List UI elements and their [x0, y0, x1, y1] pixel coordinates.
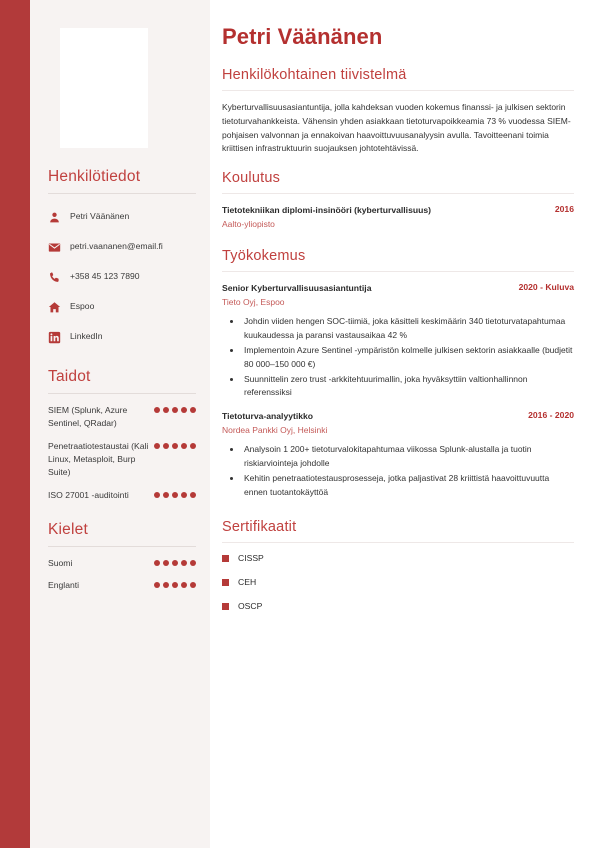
rating-dot [163, 492, 169, 498]
experience-entry-bullets [222, 315, 574, 400]
linkedin-icon [48, 331, 70, 344]
education-entry-header [222, 204, 574, 216]
skill-item [48, 440, 196, 480]
contact-name-text: Petri Väänänen [70, 211, 130, 222]
rating-dot [181, 407, 187, 413]
rating-dot [172, 443, 178, 449]
certification-label: CEH [238, 577, 257, 588]
rating-dot [190, 407, 196, 413]
rating-dot [190, 582, 196, 588]
education-list [222, 204, 574, 230]
personal-details-heading: Henkilötiedot [48, 168, 141, 185]
contact-phone-text: +358 45 123 7890 [70, 271, 140, 282]
section-certifications [222, 519, 574, 611]
rating-dot [163, 407, 169, 413]
skill-item-rating [154, 404, 196, 413]
rating-dot [172, 492, 178, 498]
profile-photo-wrap [40, 0, 196, 148]
skill-item-rating [154, 489, 196, 498]
summary-rule [222, 90, 574, 91]
language-item-rating [154, 557, 196, 566]
education-heading: Koulutus [222, 170, 281, 187]
rating-dot [181, 560, 187, 566]
experience-entry-title: Senior Kyberturvallisuusasiantuntija [222, 283, 372, 294]
skills-list [40, 404, 196, 502]
experience-entry-date: 2020 - Kuluva [518, 282, 574, 293]
language-item-label: Englanti [48, 580, 80, 591]
language-item-rating [154, 579, 196, 588]
rating-dot [190, 443, 196, 449]
education-entry-date: 2016 [554, 204, 574, 215]
summary-heading: Henkilökohtainen tiivistelmä [222, 67, 407, 83]
experience-entry-header [222, 282, 574, 294]
section-experience [222, 248, 574, 499]
experience-entry-title: Tietoturva-analyytikko [222, 411, 314, 422]
certification-label: CISSP [238, 553, 264, 564]
person-icon [48, 211, 70, 224]
square-bullet-icon [222, 579, 229, 586]
rating-dot [154, 492, 160, 498]
certification-item [222, 577, 574, 587]
skill-item-label: SIEM (Splunk, Azure Sentinel, QRadar) [48, 405, 128, 429]
bullet-item: • Analysoin 1 200+ tietoturvalokitapahtumaa viikossa Splunk-alustalla ja tuotin riskiarviointeja johdolle [242, 443, 574, 471]
contact-row-name [48, 204, 196, 230]
skills-rule [48, 393, 196, 394]
contact-email-text: petri.vaananen@email.fi [70, 241, 163, 252]
skill-item-rating [154, 440, 196, 449]
language-item [48, 557, 196, 570]
rating-dot [154, 407, 160, 413]
experience-entry-date: 2016 - 2020 [528, 410, 574, 421]
rating-dot [154, 560, 160, 566]
experience-entry-subtitle: Nordea Pankki Oyj, Helsinki [222, 424, 328, 435]
rating-dot [163, 560, 169, 566]
personal-details-rule [48, 193, 196, 194]
rating-dot [181, 443, 187, 449]
phone-icon [48, 271, 70, 284]
skill-item [48, 489, 196, 502]
section-languages [40, 521, 196, 593]
contact-row-linkedin[interactable] [48, 324, 196, 350]
rating-dot [154, 582, 160, 588]
contact-row-phone[interactable] [48, 264, 196, 290]
skill-item [48, 404, 196, 431]
rating-dot [163, 443, 169, 449]
envelope-icon [48, 241, 70, 254]
experience-rule [222, 271, 574, 272]
section-summary [222, 67, 574, 156]
rating-dot [181, 582, 187, 588]
experience-entry-subtitle: Tieto Oyj, Espoo [222, 296, 285, 307]
education-entry-subtitle: Aalto-yliopisto [222, 218, 275, 229]
certification-item [222, 601, 574, 611]
certification-label: OSCP [238, 601, 263, 612]
language-item-label: Suomi [48, 557, 73, 568]
main-content [210, 0, 600, 848]
square-bullet-icon [222, 555, 229, 562]
contact-location-text: Espoo [70, 301, 95, 312]
section-skills [40, 368, 196, 502]
experience-heading: Työkokemus [222, 248, 306, 265]
section-education [222, 170, 574, 230]
experience-entry [222, 410, 574, 499]
rating-dot [172, 407, 178, 413]
profile-photo-placeholder [60, 28, 148, 148]
experience-entry [222, 282, 574, 400]
sidebar [30, 0, 210, 848]
bullet-item: • Implementoin Azure Sentinel -ympäristön kolmelle julkisen sektorin asiakkaalle (budjetit 80 000–150 000 €) [242, 344, 574, 372]
languages-rule [48, 546, 196, 547]
bullet-item: • Suunnittelin zero trust -arkkitehtuurimallin, joka hyväksyttiin valtionhallinnon referenssiksi [242, 373, 574, 401]
contact-row-location [48, 294, 196, 320]
education-rule [222, 193, 574, 194]
rating-dot [163, 582, 169, 588]
certification-item [222, 553, 574, 563]
bullet-item: • Kehitin penetraatiotestausprosesseja, jotka paljastivat 28 kriittistä haavoittuvuutta ennen tuotantokäyttöä [242, 472, 574, 500]
experience-list [222, 282, 574, 499]
rating-dot [181, 492, 187, 498]
page-title: Petri Väänänen [222, 24, 383, 49]
rating-dot [190, 492, 196, 498]
skills-heading: Taidot [48, 368, 91, 385]
summary-text: Kyberturvallisuusasiantuntija, jolla kahdeksan vuoden kokemus finanssi- ja julkisen sektorin tietoturvahankkeista. Vähensin yhden asiakkaan tietoturvapoikkeamia 73 % vuodessa SIEM-pohjaisen valvonnan ja ennakoivan haavoittuvuusanalyysin avulla. Tavoitteenani toimia kriittisen infrastruktuurin suojauksen johtotehtävissä. [222, 102, 571, 154]
certifications-list [222, 553, 574, 611]
skill-item-label: ISO 27001 -auditointi [48, 489, 129, 500]
experience-entry-bullets [222, 443, 574, 499]
language-item [48, 579, 196, 592]
accent-bar [0, 0, 30, 848]
languages-list [40, 557, 196, 593]
contact-row-email[interactable] [48, 234, 196, 260]
rating-dot [154, 443, 160, 449]
experience-entry-header [222, 410, 574, 422]
rating-dot [190, 560, 196, 566]
education-entry-title: Tietotekniikan diplomi-insinööri (kyberturvallisuus) [222, 205, 431, 216]
section-personal-details [40, 168, 196, 350]
rating-dot [172, 560, 178, 566]
bullet-item: • Johdin viiden hengen SOC-tiimiä, joka käsitteli keskimäärin 340 tietoturvatapahtumaa kuukaudessa ja paransi vastausaikaa 42 % [242, 315, 574, 343]
square-bullet-icon [222, 603, 229, 610]
contact-list [40, 204, 196, 350]
languages-heading: Kielet [48, 520, 88, 538]
certifications-heading: Sertifikaatit [222, 519, 297, 536]
rating-dot [172, 582, 178, 588]
certifications-rule [222, 542, 574, 543]
contact-linkedin-text: LinkedIn [70, 331, 103, 342]
home-icon [48, 301, 70, 314]
education-entry [222, 204, 574, 230]
skill-item-label: Penetraatiotestaustai (Kali Linux, Metasploit, Burp Suite) [48, 440, 149, 478]
